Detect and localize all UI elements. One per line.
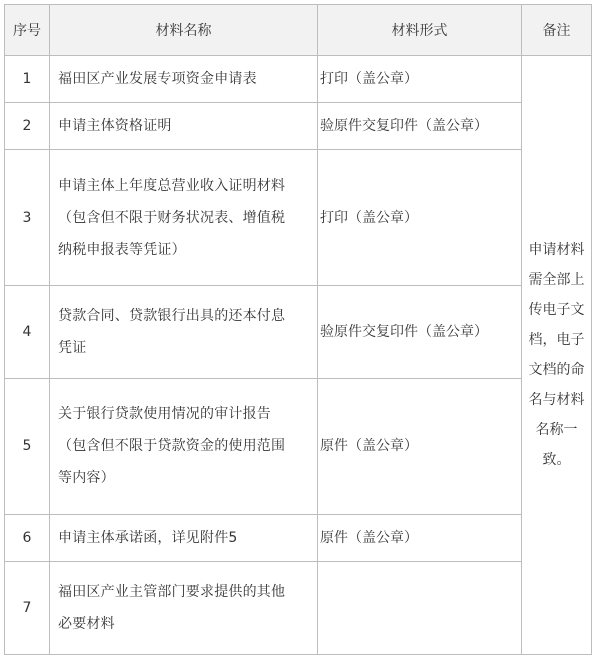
row-name-line: 福田区产业发展专项资金申请表	[58, 71, 257, 88]
note-line: 传电子文	[528, 302, 585, 318]
row-name-line: 申请主体承诺函，详见附件5	[58, 529, 238, 546]
row-name	[50, 378, 318, 514]
row-no: 4	[5, 286, 50, 378]
row-form: 打印（盖公章）	[318, 56, 522, 103]
table-row	[5, 561, 592, 654]
table-row	[5, 378, 592, 514]
row-no: 5	[5, 378, 50, 514]
row-name-line: 等内容）	[58, 470, 115, 487]
table-row	[5, 514, 592, 561]
row-form: 原件（盖公章）	[318, 378, 522, 514]
note-cell	[522, 56, 592, 655]
row-form: 打印（盖公章）	[318, 150, 522, 286]
row-form	[318, 561, 522, 654]
note-line: 名称一	[535, 422, 578, 438]
row-name-line: 申请主体资格证明	[58, 118, 172, 135]
table-row	[5, 56, 592, 103]
materials-table	[4, 4, 592, 655]
row-name	[50, 103, 318, 150]
note-line: 档，电子	[528, 332, 585, 348]
note-line: 名与材料	[528, 392, 585, 408]
row-name-line: 贷款合同、贷款银行出具的还本付息	[58, 307, 286, 324]
note-line: 需全部上	[528, 272, 585, 288]
row-no: 7	[5, 561, 50, 654]
row-name-line: 纳税申报表等凭证）	[58, 241, 186, 258]
note-line: 致。	[542, 452, 571, 468]
row-name	[50, 286, 318, 378]
row-name-line: 福田区产业主管部门要求提供的其他	[58, 583, 286, 600]
row-no: 6	[5, 514, 50, 561]
row-no: 1	[5, 56, 50, 103]
row-form: 验原件交复印件（盖公章）	[318, 103, 522, 150]
row-name	[50, 56, 318, 103]
table-row	[5, 286, 592, 378]
row-name	[50, 150, 318, 286]
row-name-line: 关于银行贷款使用情况的审计报告	[58, 406, 271, 423]
row-name-line: 申请主体上年度总营业收入证明材料	[58, 177, 286, 194]
header-no: 序号	[5, 5, 50, 56]
row-no: 2	[5, 103, 50, 150]
note-line: 文档的命	[528, 362, 585, 378]
row-form: 验原件交复印件（盖公章）	[318, 286, 522, 378]
table-row	[5, 150, 592, 286]
row-no: 3	[5, 150, 50, 286]
note-line: 申请材料	[528, 242, 585, 258]
header-name: 材料名称	[50, 5, 318, 56]
row-name-line: （包含但不限于财务状况表、增值税	[58, 209, 286, 226]
row-name	[50, 514, 318, 561]
row-name-line: 凭证	[58, 339, 87, 356]
row-form: 原件（盖公章）	[318, 514, 522, 561]
row-name-line: 必要材料	[58, 615, 115, 632]
header-note: 备注	[522, 5, 592, 56]
table-header-row	[5, 5, 592, 56]
table-row	[5, 103, 592, 150]
row-name	[50, 561, 318, 654]
header-form: 材料形式	[318, 5, 522, 56]
row-name-line: （包含但不限于贷款资金的使用范围	[58, 438, 286, 455]
